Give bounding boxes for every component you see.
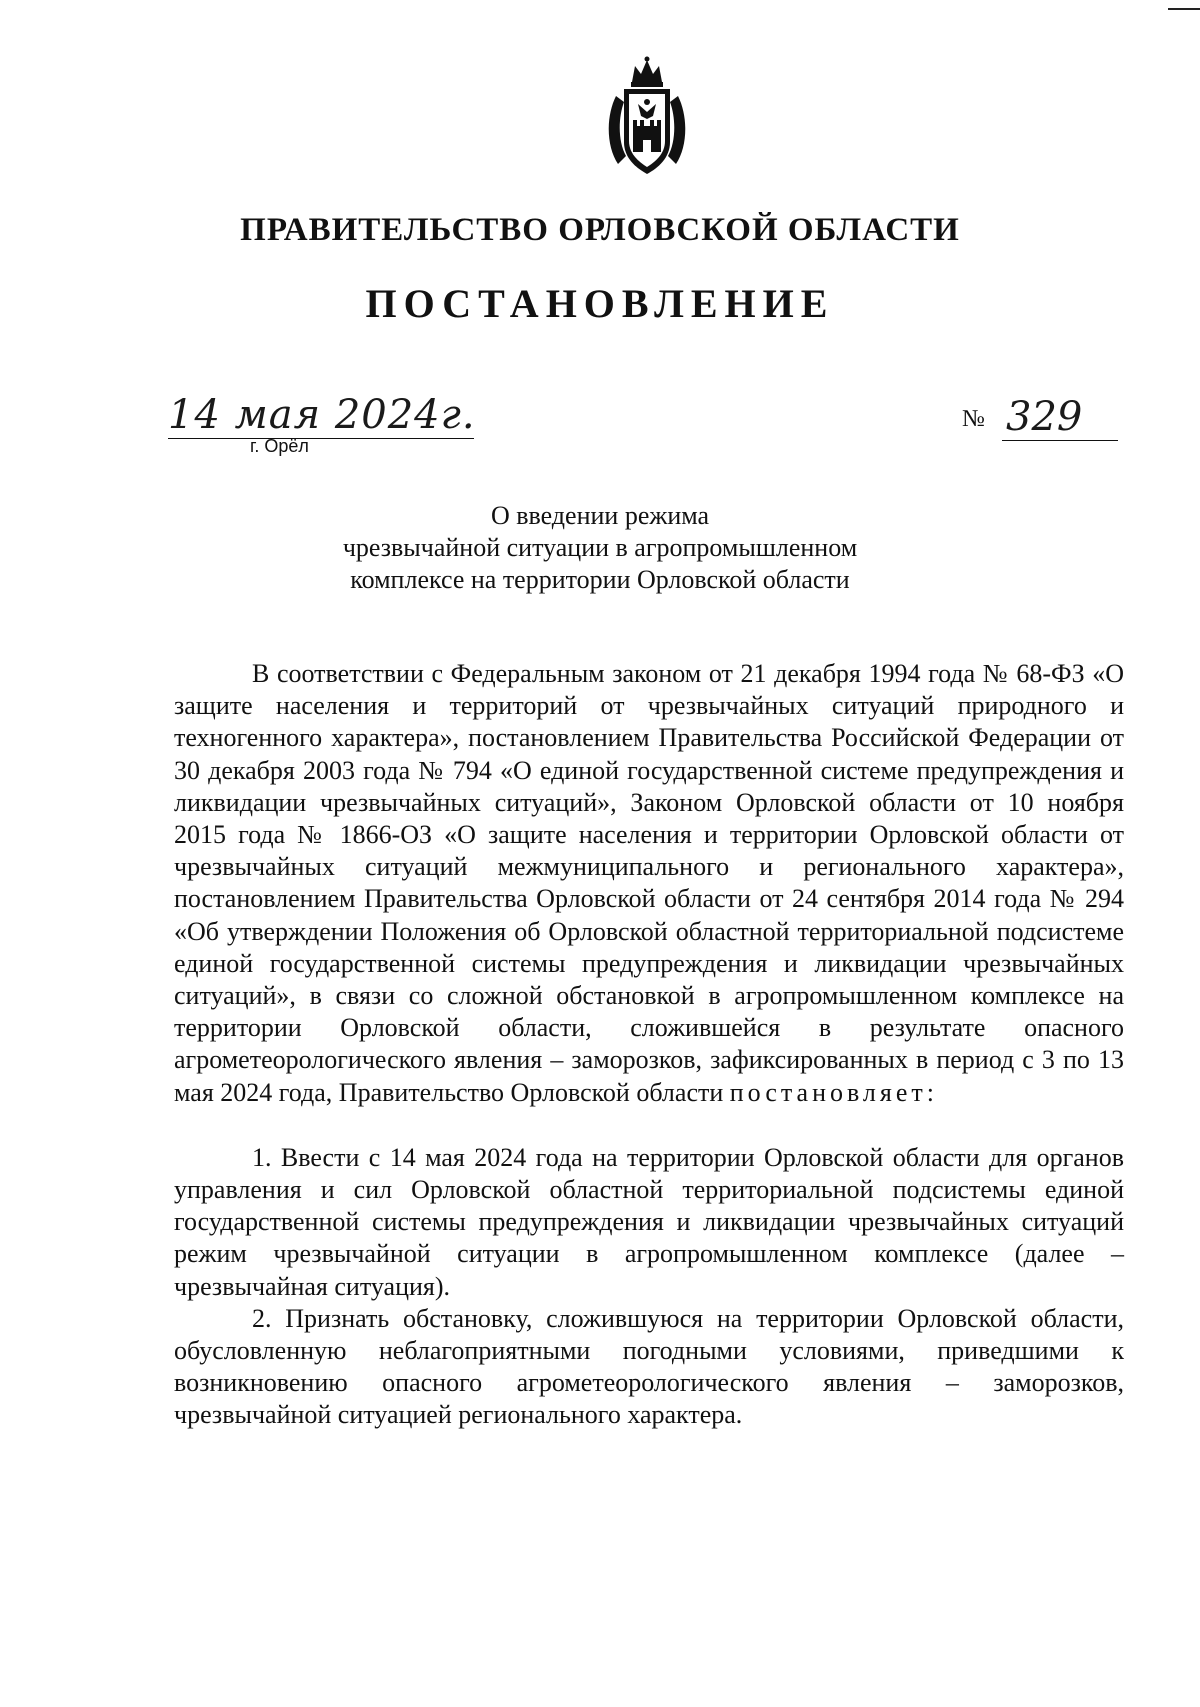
date-underline [168,438,474,439]
handwritten-date: 14 мая 2024г. [168,392,476,438]
clause-1: 1. Ввести с 14 мая 2024 года на территории Орловской области для органов управления и сил Орловской областной территориальной подсистемы единой государственной системы предупреждения и ликвидации чрезвычайных ситуаций режим чрезвычайной ситуации в агропромышленном комплексе (далее – чрезвычайная ситуация). [174,1142,1124,1301]
organization-title: ПРАВИТЕЛЬСТВО ОРЛОВСКОЙ ОБЛАСТИ [240,212,960,248]
subject-line: О введении режима [490,501,710,530]
coat-of-arms-icon [604,56,690,178]
number-sign: № [962,406,985,432]
handwritten-number: 329 [1006,394,1083,440]
city-label: г. Орёл [250,436,309,456]
number-underline [1002,440,1118,441]
decree-word: постановляет: [729,1077,938,1107]
document-number-block [962,394,1122,448]
preamble-text: В соответствии с Федеральным законом от 21 декабря 1994 года № 68-ФЗ «О защите населения и территорий от чрезвычайных ситуаций природного и техногенного характера», постановлением Правительства Российской Федерации от 30 декабря 2003 года № 794 «О единой государственной системе предупреждения и ликвидации чрезвычайных ситуаций», Законом Орловской области от 10 ноября 2015 года № 1866-ОЗ «О защите населения и территории Орловской области от чрезвычайных ситуаций межмуниципального и регионального характера», постановлением Правительства Орловской области от 24 сентября 2014 года № 294 «Об утверждении Положения об Орловской областной территориальной подсистеме единой государственной системы предупреждения и ликвидации чрезвычайных ситуаций», в связи со сложной обстановкой в агропромышленном комплексе на территории Орловской области, сложившейся в результате опасного агрометеорологического явления – заморозков, зафиксированных в период с 3 по 13 мая 2024 года, Правительство Орловской области [174,659,1124,1107]
subject-line: комплексе на территории Орловской области [350,565,850,594]
subject-line: чрезвычайной ситуации в агропромышленном [342,533,858,562]
document-date-block [168,392,488,456]
preamble-paragraph [174,658,1124,1109]
scan-edge-mark [1168,8,1200,10]
document-subject [300,500,900,596]
document-body [174,658,1124,1432]
clause-2: 2. Признать обстановку, сложившуюся на территории Орловской области, обусловленную неблагоприятными погодными условиями, приведшими к возникновению опасного агрометеорологического явления – заморозков, чрезвычайной ситуацией регионального характера. [174,1303,1124,1430]
document-type-title: ПОСТАНОВЛЕНИЕ [365,281,835,326]
